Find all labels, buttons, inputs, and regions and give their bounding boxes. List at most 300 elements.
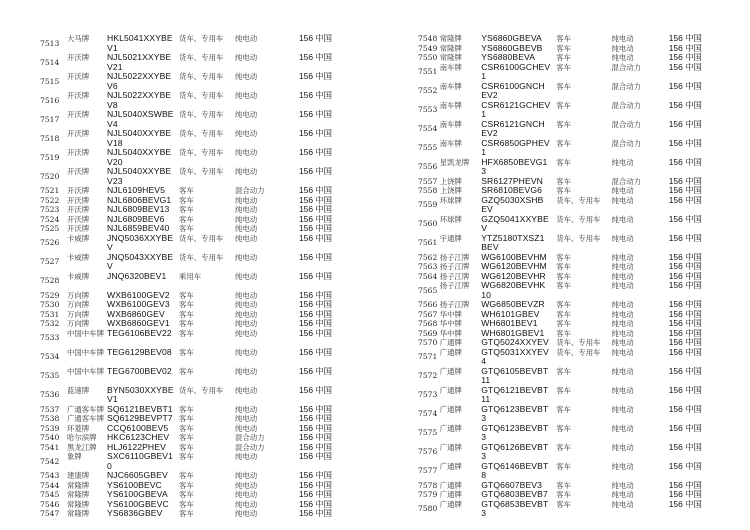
table-row [418, 253, 728, 263]
row-number: 7566 [418, 300, 438, 309]
row-number: 7567 [418, 309, 438, 319]
row-number: 7513 [40, 38, 60, 48]
brand-cell: 广通牌 [439, 404, 462, 414]
vehicle-type-cell: 客车 [556, 53, 572, 62]
brand-cell: 中国中车牌 [67, 366, 104, 376]
vehicle-type-cell: 客车 [556, 300, 572, 309]
row-number: 7549 [418, 43, 438, 53]
brand-cell: 华中牌 [439, 319, 462, 328]
row-number: 7546 [40, 499, 60, 509]
model-text: V [107, 242, 113, 252]
brand-cell: 黑龙江牌 [67, 442, 97, 452]
brand-cell: 南车牌 [439, 81, 462, 91]
model-text: GTQ6607BEV3 [481, 480, 542, 490]
vehicle-type-cell: 货车、专用车 [556, 347, 601, 357]
model-text: YS6880BEVA [481, 53, 536, 62]
model-text: YTZ5180TXSZ1 [481, 233, 545, 243]
vehicle-type-cell: 客车 [556, 100, 572, 110]
vehicle-type-cell: 客车 [179, 423, 194, 433]
model-cell [481, 348, 556, 367]
brand-cell: 哈尔滨牌 [67, 433, 97, 442]
model-cell [107, 348, 179, 358]
row-number: 7515 [40, 76, 60, 86]
table-row [40, 348, 370, 367]
row-number: 7551 [418, 67, 438, 76]
brand-cell: 开沃牌 [67, 91, 90, 100]
model-text: SR6810BEVG6 [481, 186, 543, 195]
model-text: V1 [107, 394, 118, 404]
row-number: 7568 [418, 319, 438, 328]
row-number: 7575 [418, 428, 438, 437]
country-cell: 156 中国 [668, 385, 702, 395]
brand-cell: 广通牌 [439, 423, 462, 433]
model-text: GZQ5030XSHB [481, 195, 544, 205]
brand-cell: 中国中车牌 [67, 347, 104, 357]
fuel-type-cell: 纯电动 [235, 490, 258, 499]
table-row [40, 414, 370, 424]
row-number: 7572 [418, 371, 438, 380]
vehicle-type-cell: 客车 [556, 366, 572, 376]
model-text: CSR6100GNCH [481, 81, 545, 91]
brand-cell: 广通牌 [439, 366, 462, 376]
row-number: 7536 [40, 390, 60, 399]
model-text: GTQ6121BEVBT [481, 385, 549, 395]
country-cell: 156 中国 [668, 366, 702, 376]
brand-cell: 扬子江牌 [439, 262, 470, 271]
fuel-type-cell: 混合动力 [611, 100, 642, 110]
vehicle-type-cell: 客车 [179, 452, 194, 461]
vehicle-type-cell: 客车 [556, 271, 572, 281]
model-cell [107, 433, 179, 443]
fuel-type-cell: 纯电动 [235, 252, 258, 262]
model-cell [481, 262, 556, 272]
row-number: 7526 [40, 238, 60, 247]
brand-cell: 卡威牌 [67, 233, 90, 243]
model-text: TEG6700BEV02 [107, 366, 172, 376]
model-cell [481, 424, 556, 443]
row-number: 7559 [418, 200, 438, 209]
country-cell: 156 中国 [668, 233, 702, 243]
model-text: WXB6860GEV [107, 309, 165, 319]
fuel-type-cell: 纯电动 [235, 205, 258, 214]
table-row [418, 319, 728, 329]
model-text: WH6101GBEV [481, 309, 540, 319]
model-text: WH6801BEV1 [481, 319, 538, 328]
model-cell [481, 82, 556, 101]
vehicle-type-cell: 客车 [556, 34, 572, 43]
model-cell [107, 72, 179, 91]
brand-cell: 开沃牌 [67, 186, 90, 195]
row-number: 7540 [40, 433, 60, 442]
brand-cell: 开沃牌 [67, 148, 90, 157]
country-cell: 156 中国 [668, 309, 702, 319]
brand-cell: 广通牌 [439, 338, 462, 347]
fuel-type-cell: 纯电动 [611, 423, 634, 433]
model-text: SQ6129BEVPT7 [107, 414, 173, 423]
table-row [418, 262, 728, 272]
row-number: 7525 [40, 224, 60, 233]
brand-cell: 开沃牌 [67, 53, 90, 62]
country-cell: 156 中国 [668, 442, 702, 452]
brand-cell: 广通牌 [439, 480, 462, 490]
model-cell [481, 386, 556, 405]
brand-cell: 广通客车牌 [67, 404, 104, 414]
fuel-type-cell: 纯电动 [235, 423, 258, 433]
model-text: GTQ6105BEVBT [481, 366, 549, 376]
brand-cell: 常隆牌 [439, 43, 462, 53]
row-number: 7558 [418, 186, 438, 195]
brand-cell: 上饶牌 [439, 186, 462, 195]
model-text: 3 [481, 166, 487, 176]
model-text: SR6127PHEVN [481, 176, 543, 186]
model-text: WH6801GBEV1 [481, 328, 545, 338]
country-cell: 156 中国 [668, 423, 702, 433]
table-row [418, 215, 728, 234]
model-cell [107, 291, 179, 301]
table-row [418, 500, 728, 519]
table-row [418, 196, 728, 215]
table-row [418, 120, 728, 139]
model-text: BYN5030XXYBE [107, 385, 174, 395]
model-text: 11 [481, 375, 491, 385]
model-text: 0 [107, 460, 112, 471]
row-number: 7550 [418, 53, 438, 62]
brand-cell: 开沃牌 [67, 224, 90, 233]
brand-cell: 常隆牌 [439, 53, 462, 62]
model-cell [107, 509, 179, 519]
model-text: WG6820BEVHK [481, 281, 546, 290]
country-cell: 156 中国 [299, 205, 333, 214]
fuel-type-cell: 纯电动 [611, 233, 634, 243]
row-number: 7519 [40, 152, 60, 162]
brand-cell: 星凯龙牌 [439, 157, 470, 167]
vehicle-type-cell: 乘用车 [179, 271, 202, 281]
vehicle-type-cell: 客车 [179, 414, 194, 423]
model-cell [107, 186, 179, 196]
country-cell: 156 中国 [668, 480, 702, 490]
model-text: NJL6109HEV5 [107, 186, 165, 195]
fuel-type-cell: 纯电动 [235, 110, 258, 119]
vehicle-type-cell: 货车、专用车 [179, 167, 224, 176]
model-text: CCQ6100BEV5 [107, 423, 169, 433]
left-column [40, 34, 370, 519]
country-cell: 156 中国 [299, 414, 333, 423]
row-number: 7522 [40, 195, 60, 205]
vehicle-type-cell: 客车 [179, 195, 194, 205]
table-row [40, 310, 370, 320]
row-number: 7552 [418, 86, 438, 95]
model-cell [107, 405, 179, 415]
table-row [40, 167, 370, 186]
vehicle-type-cell: 客车 [556, 490, 572, 499]
brand-cell: 万向牌 [67, 309, 90, 319]
row-number: 7529 [40, 290, 60, 300]
model-text: JNQ6320BEV1 [107, 271, 167, 281]
model-text: BEV [481, 242, 499, 252]
model-text: HFX6850BEVG1 [481, 157, 548, 167]
country-cell: 156 中国 [668, 195, 702, 205]
vehicle-type-cell: 货车、专用车 [179, 110, 224, 119]
fuel-type-cell: 纯电动 [235, 404, 258, 414]
vehicle-type-cell: 客车 [556, 281, 572, 290]
table-row [40, 329, 370, 348]
fuel-type-cell: 纯电动 [611, 490, 634, 499]
country-cell: 156 中国 [299, 499, 333, 509]
model-text: TEG6129BEV08 [107, 347, 172, 357]
country-cell: 156 中国 [299, 195, 333, 205]
brand-cell: 万向牌 [67, 290, 90, 300]
brand-cell: 常隆牌 [67, 499, 90, 509]
vehicle-type-cell: 客车 [556, 423, 572, 433]
model-text: 10 [481, 289, 491, 300]
country-cell: 156 中国 [299, 366, 333, 376]
table-row [40, 148, 370, 167]
model-cell [481, 234, 556, 253]
country-cell: 156 中国 [299, 480, 333, 490]
fuel-type-cell: 混合动力 [235, 433, 265, 442]
model-cell [481, 186, 556, 196]
table-row [418, 310, 728, 320]
row-number: 7555 [418, 143, 438, 152]
table-row [418, 386, 728, 405]
fuel-type-cell: 纯电动 [235, 385, 258, 395]
row-number: 7573 [418, 390, 438, 399]
model-text: 1 [481, 71, 487, 81]
model-text: EV [481, 204, 493, 214]
model-cell [107, 34, 179, 53]
model-cell [107, 443, 179, 453]
model-text: V18 [107, 137, 123, 148]
vehicle-type-cell: 货车、专用车 [556, 233, 601, 243]
row-number: 7518 [40, 133, 60, 143]
model-text: 8 [481, 470, 487, 480]
model-cell [481, 272, 556, 282]
country-cell: 156 中国 [668, 461, 702, 471]
fuel-type-cell: 纯电动 [611, 262, 634, 271]
vehicle-type-cell: 客车 [179, 490, 194, 499]
table-row [40, 91, 370, 110]
vehicle-type-cell: 货车、专用车 [179, 129, 224, 138]
model-cell [107, 367, 179, 377]
model-text: WG6100BEVHM [481, 252, 547, 262]
table-row [418, 348, 728, 367]
vehicle-type-cell: 客车 [556, 480, 572, 490]
model-cell [107, 471, 179, 481]
vehicle-type-cell: 客车 [179, 480, 194, 490]
brand-cell: 建康牌 [67, 471, 90, 480]
model-text: WG6850BEVZR [481, 300, 545, 309]
model-text: JNQ5043XXYBE [107, 252, 174, 262]
model-cell [481, 101, 556, 120]
vehicle-type-cell: 客车 [556, 81, 572, 91]
fuel-type-cell: 纯电动 [235, 91, 258, 100]
country-cell: 156 中国 [668, 119, 702, 129]
model-text: 3 [481, 413, 487, 423]
row-number: 7520 [40, 171, 60, 181]
model-cell [107, 205, 179, 215]
country-cell: 156 中国 [668, 34, 702, 43]
country-cell: 156 中国 [668, 176, 702, 186]
model-cell [481, 500, 556, 519]
row-number: 7561 [418, 238, 438, 247]
model-text: CSR6100GCHEV [481, 62, 551, 72]
table-row [40, 386, 370, 405]
country-cell: 156 中国 [668, 271, 702, 281]
vehicle-type-cell: 客车 [556, 186, 572, 195]
brand-cell: 开沃牌 [67, 72, 90, 81]
vehicle-type-cell: 客车 [556, 119, 572, 129]
model-cell [107, 481, 179, 491]
brand-cell: 南车牌 [439, 138, 462, 148]
row-number: 7534 [40, 352, 60, 361]
fuel-type-cell: 纯电动 [611, 157, 634, 167]
country-cell: 156 中国 [668, 252, 702, 262]
table-row [40, 490, 370, 500]
model-text: NJL6809BEV13 [107, 205, 170, 214]
table-row [40, 452, 370, 471]
table-row [418, 177, 728, 187]
vehicle-type-cell: 客车 [179, 290, 194, 300]
fuel-type-cell: 混合动力 [611, 62, 642, 72]
model-text: YS6860GBEVA [481, 34, 542, 43]
model-cell [481, 405, 556, 424]
model-cell [481, 177, 556, 187]
vehicle-type-cell: 客车 [179, 328, 194, 338]
country-cell: 156 中国 [299, 471, 333, 480]
fuel-type-cell: 纯电动 [235, 309, 258, 319]
model-text: NJL6806BEVG1 [107, 195, 172, 205]
brand-cell: 南车牌 [439, 100, 462, 110]
vehicle-type-cell: 客车 [556, 252, 572, 262]
vehicle-type-cell: 客车 [556, 404, 572, 414]
row-number: 7560 [418, 219, 438, 228]
country-cell: 156 中国 [299, 309, 333, 319]
model-cell [107, 310, 179, 320]
model-text: NJL5040XXYBE [107, 148, 172, 157]
table-row [40, 253, 370, 272]
brand-cell: 南车牌 [439, 62, 462, 72]
vehicle-type-cell: 客车 [179, 499, 194, 509]
vehicle-type-cell: 货车、专用车 [179, 91, 224, 100]
table-row [418, 44, 728, 54]
fuel-type-cell: 纯电动 [235, 167, 258, 176]
table-row [40, 405, 370, 415]
brand-cell: 扬子江牌 [439, 281, 470, 290]
fuel-type-cell: 混合动力 [611, 138, 642, 148]
model-text: GTQ6123BEVBT [481, 423, 549, 433]
country-cell: 156 中国 [668, 347, 702, 357]
model-text: V23 [107, 175, 123, 186]
country-cell: 156 中国 [299, 452, 333, 461]
model-text: V21 [107, 61, 123, 72]
model-text: NJL5040XSWBE [107, 110, 174, 119]
model-cell [481, 196, 556, 215]
table-row [418, 82, 728, 101]
country-cell: 156 中国 [299, 129, 333, 138]
row-number: 7563 [418, 262, 438, 271]
table-row [40, 34, 370, 53]
fuel-type-cell: 纯电动 [611, 442, 634, 452]
model-text: GZQ5041XXYBE [481, 214, 549, 224]
model-text: NJL5021XXYBE [107, 53, 172, 62]
fuel-type-cell: 纯电动 [235, 509, 258, 518]
country-cell: 156 中国 [668, 62, 702, 72]
fuel-type-cell: 混合动力 [611, 119, 642, 129]
table-row [418, 139, 728, 158]
table-row [40, 129, 370, 148]
country-cell: 156 中国 [299, 233, 333, 243]
table-row [40, 215, 370, 225]
vehicle-type-cell: 客车 [556, 262, 572, 271]
row-number: 7553 [418, 105, 438, 114]
row-number: 7542 [40, 456, 60, 466]
brand-cell: 中国中车牌 [67, 328, 104, 338]
model-cell [481, 44, 556, 54]
model-text: GTQ6803BEVB7 [481, 490, 548, 499]
table-row [40, 471, 370, 481]
fuel-type-cell: 纯电动 [235, 452, 258, 461]
row-number: 7545 [40, 490, 60, 499]
fuel-type-cell: 纯电动 [611, 252, 634, 262]
fuel-type-cell: 纯电动 [235, 414, 258, 423]
fuel-type-cell: 纯电动 [235, 148, 258, 157]
country-cell: 156 中国 [299, 328, 333, 338]
country-cell: 156 中国 [668, 100, 702, 110]
model-text: V1 [107, 42, 118, 53]
model-cell [107, 110, 179, 129]
model-cell [107, 91, 179, 110]
vehicle-type-cell: 客车 [179, 442, 194, 452]
fuel-type-cell: 纯电动 [235, 72, 258, 81]
model-text: V6 [107, 80, 118, 91]
fuel-type-cell: 纯电动 [611, 366, 634, 376]
fuel-type-cell: 纯电动 [235, 233, 258, 243]
model-text: V4 [107, 118, 118, 129]
model-text: WXB6100GEV3 [107, 300, 170, 309]
row-number: 7531 [40, 309, 60, 319]
row-number: 7537 [40, 404, 60, 414]
country-cell: 156 中国 [299, 490, 333, 499]
fuel-type-cell: 混合动力 [235, 186, 265, 195]
table-row [418, 443, 728, 462]
row-number: 7578 [418, 480, 438, 490]
model-cell [481, 158, 556, 177]
table-row [418, 281, 728, 300]
table-row [418, 63, 728, 82]
vehicle-type-cell: 客车 [179, 509, 194, 518]
vehicle-type-cell: 客车 [556, 43, 572, 53]
model-cell [107, 424, 179, 434]
table-row [40, 205, 370, 215]
model-cell [481, 310, 556, 320]
table-row [418, 405, 728, 424]
brand-cell: 常隆牌 [67, 490, 90, 499]
brand-cell: 环球牌 [439, 214, 462, 224]
vehicle-type-cell: 客车 [179, 366, 194, 376]
row-number: 7562 [418, 252, 438, 262]
row-number: 7557 [418, 176, 438, 186]
model-cell [481, 34, 556, 44]
row-number: 7524 [40, 214, 60, 224]
table-row [418, 186, 728, 196]
model-text: YS6836GBEV [107, 509, 163, 518]
fuel-type-cell: 纯电动 [611, 186, 634, 195]
country-cell: 156 中国 [668, 43, 702, 53]
fuel-type-cell: 纯电动 [611, 480, 634, 490]
brand-cell: 扬子江牌 [439, 300, 470, 309]
country-cell: 156 中国 [299, 72, 333, 81]
fuel-type-cell: 纯电动 [235, 214, 258, 224]
